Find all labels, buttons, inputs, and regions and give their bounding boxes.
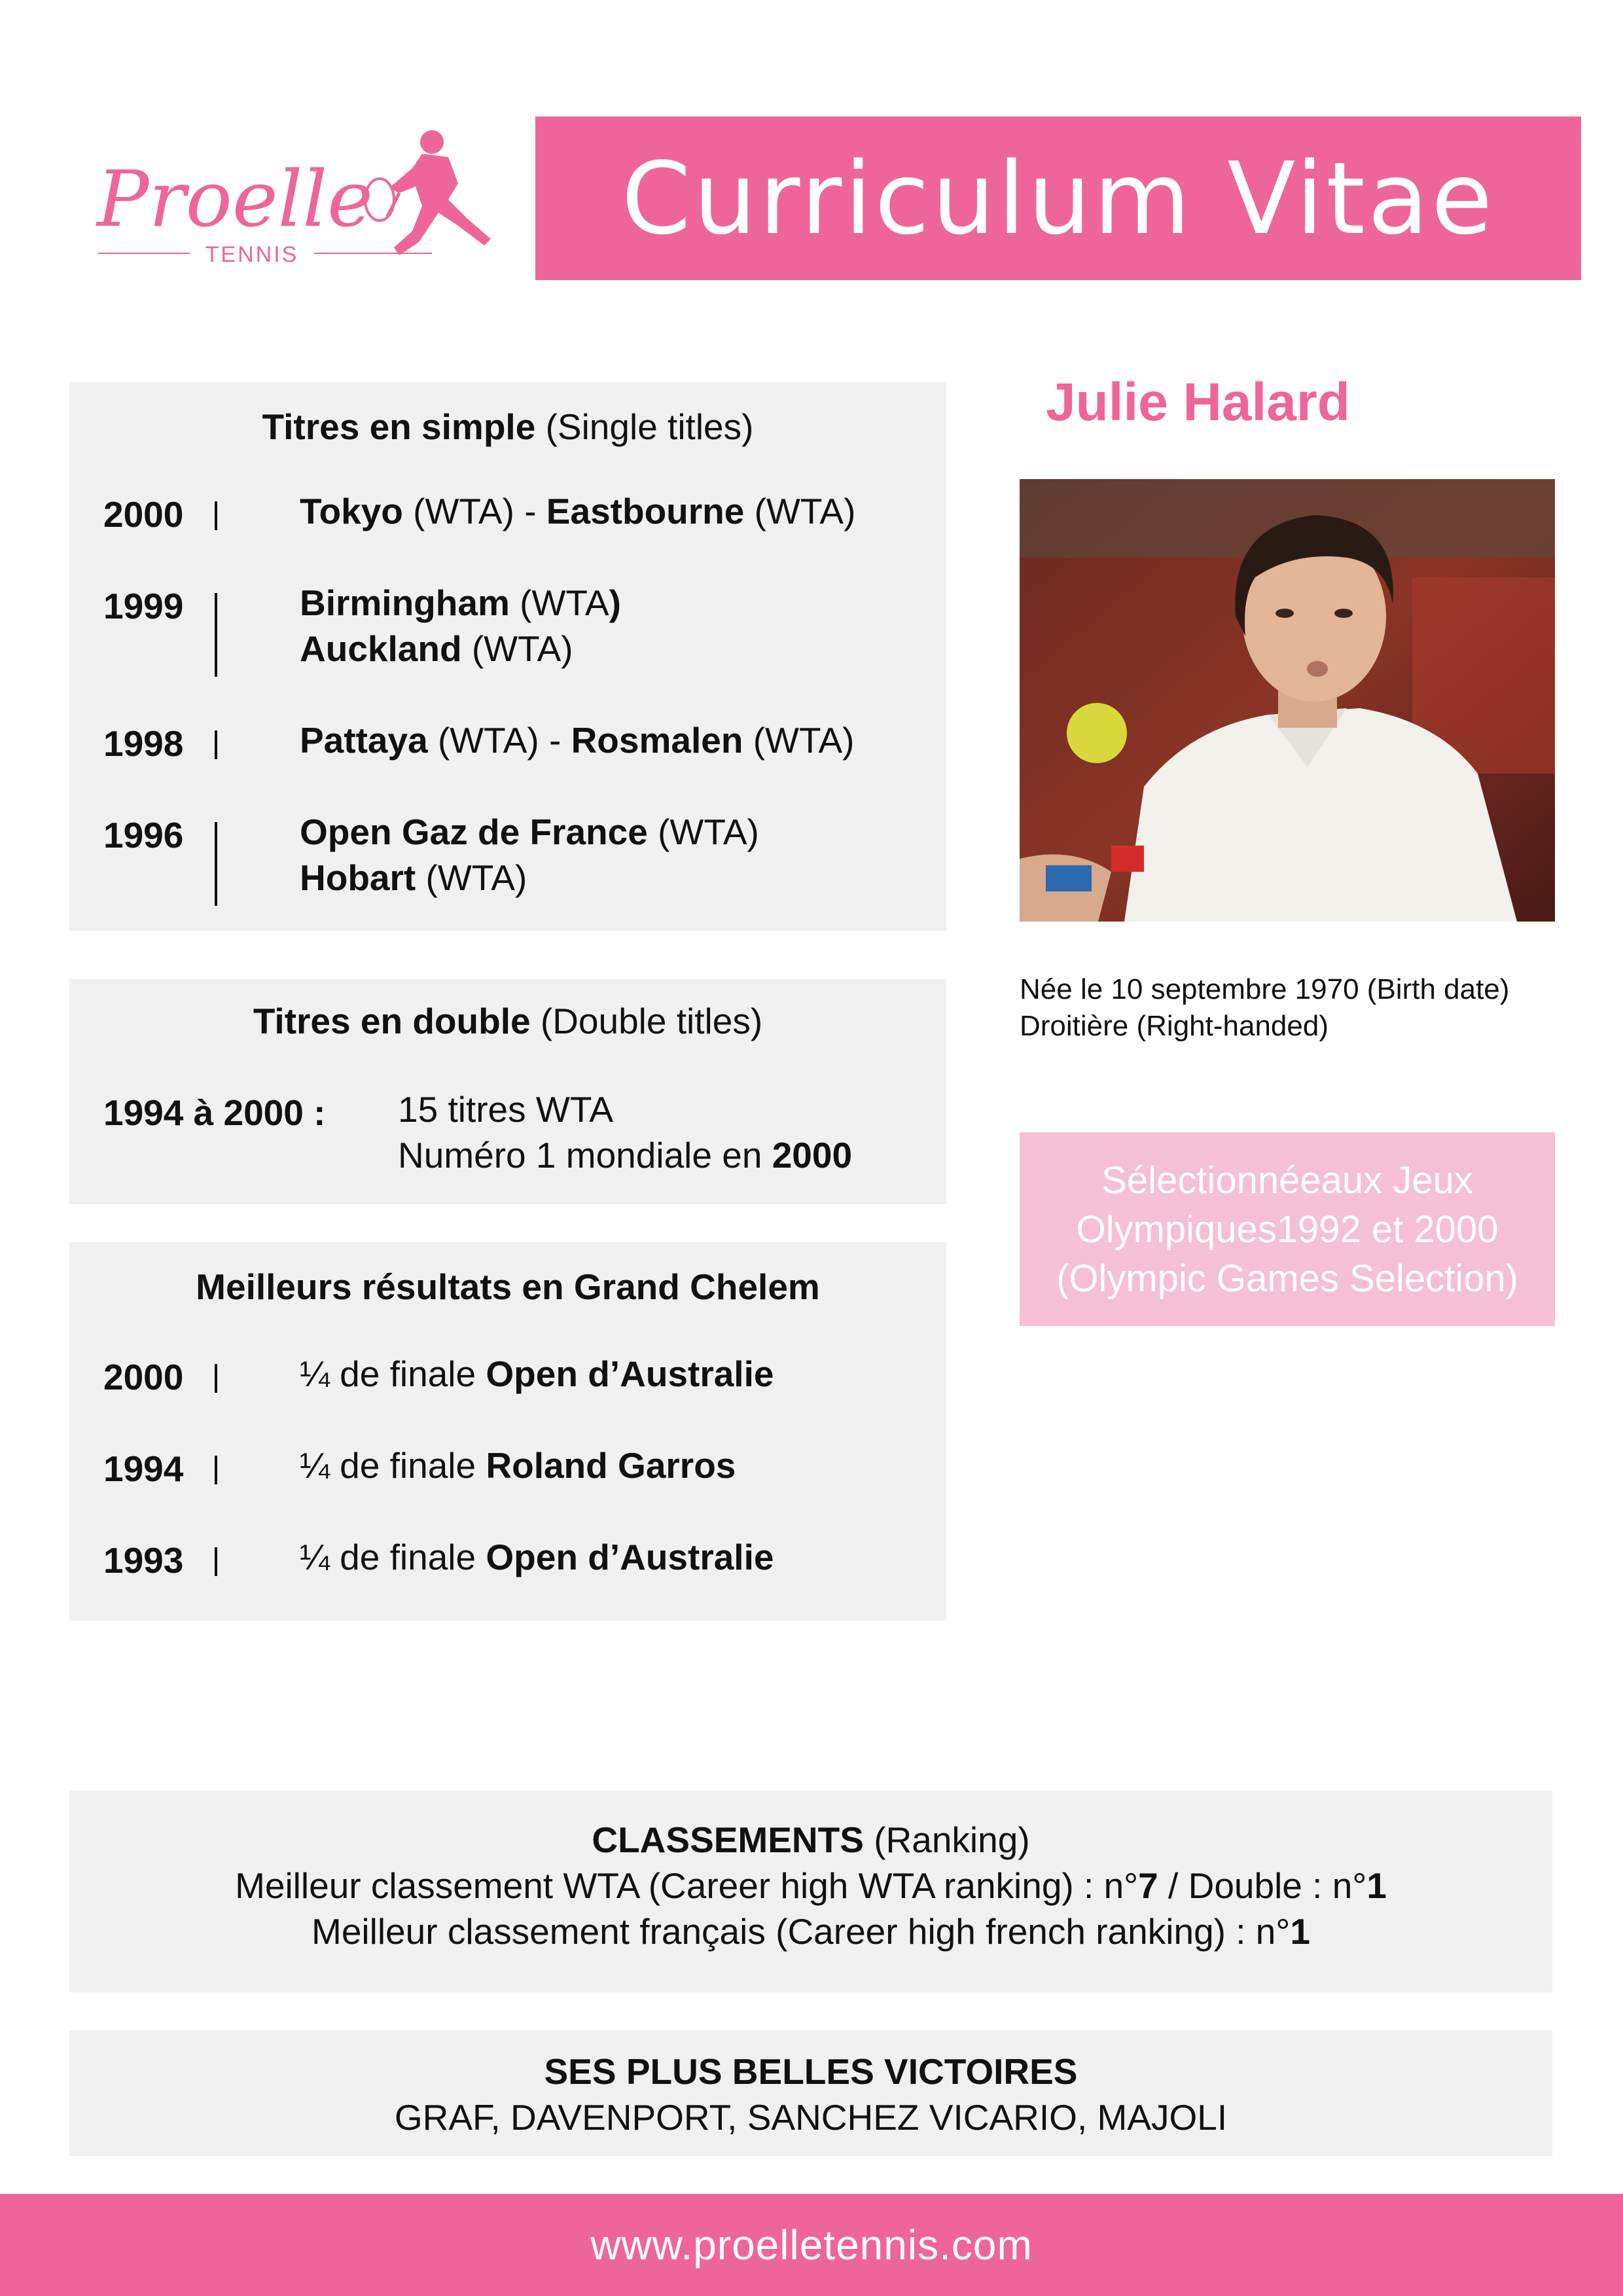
player-details: [1020, 971, 1509, 1045]
player-photo-image: [1020, 479, 1555, 922]
grand-slam-year: 2000: [103, 1357, 184, 1397]
ranking-heading: CLASSEMENTS (Ranking): [592, 1820, 1030, 1860]
double-titles-section: [69, 979, 946, 1204]
handedness: Droitière (Right-handed): [1020, 1010, 1329, 1042]
grand-slam-row: ¼ de finale Open d’Australie: [300, 1537, 774, 1577]
year-separator: [215, 1364, 217, 1393]
single-titles-row: Hobart (WTA): [300, 857, 527, 898]
year-separator: [215, 593, 217, 677]
website-footer: [0, 2194, 1623, 2296]
ranking-section: [69, 1791, 1552, 1992]
single-titles-heading-bold: Titres en simple: [262, 406, 536, 447]
player-name: Julie Halard: [1046, 372, 1350, 432]
grand-slam-section: [69, 1242, 946, 1621]
proelle-logo: [92, 128, 510, 278]
single-titles-row: Birmingham (WTA): [300, 583, 621, 623]
logo-text: Proelle: [97, 154, 373, 244]
year-separator: [215, 1456, 217, 1484]
olympics-selection-box: [1020, 1132, 1555, 1326]
olympics-line: (Olympic Games Selection): [1056, 1257, 1518, 1300]
grand-slam-row: ¼ de finale Roland Garros: [300, 1445, 736, 1486]
single-titles-row: Auckland (WTA): [300, 628, 573, 669]
double-titles-heading: Titres en double (Double titles): [253, 1001, 763, 1041]
grand-slam-row: ¼ de finale Open d’Australie: [300, 1354, 774, 1394]
single-year: 1998: [103, 723, 184, 764]
french-ranking: Meilleur classement français (Career high french ranking) : n°1: [312, 1911, 1310, 1952]
single-year: 1996: [103, 815, 184, 855]
victories-section: [69, 2030, 1552, 2156]
single-titles-heading: [69, 406, 946, 448]
single-titles-section: [69, 382, 946, 931]
cv-title-banner: Curriculum Vitae: [535, 117, 1581, 280]
grand-slam-year: 1993: [103, 1540, 184, 1581]
single-titles-heading-light: (Single titles): [535, 406, 754, 447]
website-link[interactable]: www.proelletennis.com: [590, 2221, 1033, 2269]
grand-slam-year: 1994: [103, 1448, 184, 1489]
olympics-line: Sélectionnéeaux Jeux: [1101, 1158, 1473, 1202]
victories-heading: SES PLUS BELLES VICTOIRES: [544, 2051, 1078, 2092]
player-photo: [1020, 479, 1555, 922]
year-separator: [215, 501, 217, 530]
wta-ranking: Meilleur classement WTA (Career high WTA ranking) : n°7 / Double : n°1: [235, 1865, 1387, 1906]
year-separator: [215, 730, 217, 759]
victories-names: GRAF, DAVENPORT, SANCHEZ VICARIO, MAJOLI: [394, 2097, 1228, 2138]
double-titles-ranking: Numéro 1 mondiale en 2000: [398, 1135, 853, 1175]
tennis-player-icon: [365, 130, 491, 255]
year-separator: [215, 1547, 217, 1576]
double-period: 1994 à 2000 :: [103, 1092, 326, 1133]
single-year: 2000: [103, 494, 184, 535]
single-titles-row: Pattaya (WTA) - Rosmalen (WTA): [300, 720, 855, 761]
grand-slam-heading: Meilleurs résultats en Grand Chelem: [196, 1266, 820, 1307]
logo-graphic: [92, 128, 510, 278]
year-separator: [215, 822, 217, 906]
birth-date: Née le 10 septembre 1970 (Birth date): [1020, 973, 1510, 1005]
single-titles-row: Open Gaz de France (WTA): [300, 812, 759, 852]
single-year: 1999: [103, 586, 184, 626]
olympics-line: Olympiques1992 et 2000: [1076, 1208, 1499, 1251]
logo-subtext: TENNIS: [205, 242, 299, 267]
double-titles-count: 15 titres WTA: [398, 1089, 614, 1130]
single-titles-row: Tokyo (WTA) - Eastbourne (WTA): [300, 491, 856, 531]
